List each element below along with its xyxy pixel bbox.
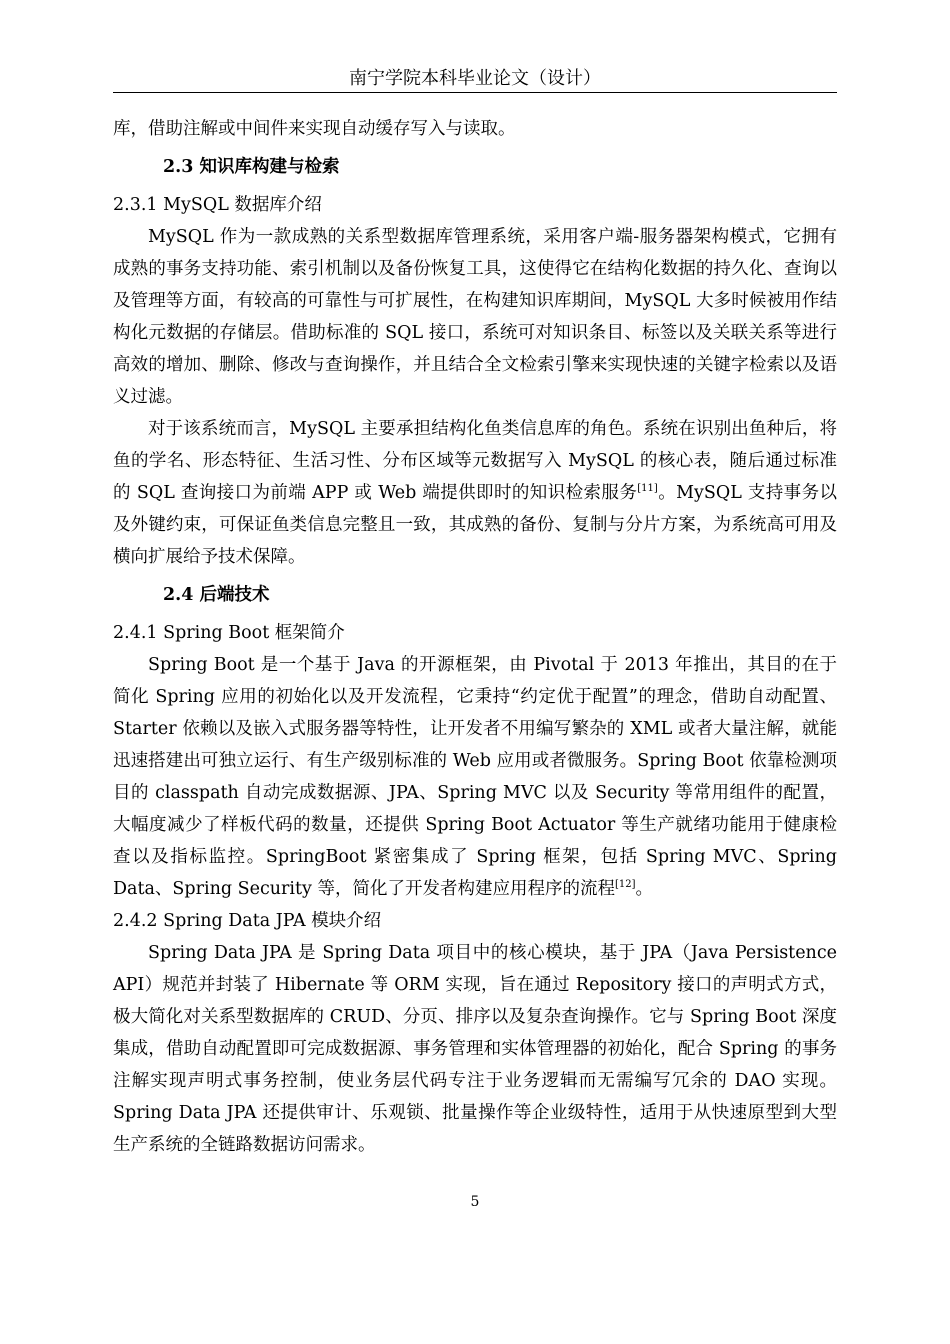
paragraph-text: 。 <box>635 879 654 899</box>
running-header: 南宁学院本科毕业论文（设计） <box>349 68 601 89</box>
section-heading-2-3: 2.3 知识库构建与检索 <box>163 157 340 177</box>
paragraph-mysql-role <box>113 413 837 573</box>
paragraph-spring-boot <box>113 649 837 905</box>
citation-12: [12] <box>614 879 636 890</box>
page-body <box>113 113 837 1161</box>
subsection-heading-2-3-1: 2.3.1 MySQL 数据库介绍 <box>113 195 322 215</box>
page-number: 5 <box>470 1194 480 1210</box>
paragraph-text: 。MySQL 支持事务以及外键约束，可保证鱼类信息完整且一致，其成熟的备份、复制与分片方案，为系统高可用及横向扩展给予技术保障。 <box>113 483 838 567</box>
paragraph-text: 对于该系统而言，MySQL 主要承担结构化鱼类信息库的角色。系统在识别出鱼种后，将鱼的学名、形态特征、生活习性、分布区域等元数据写入 MySQL 的核心表，随后通过标准的 SQL 查询接口为前端 APP 或 Web 端提供即时的知识检索服务 <box>113 419 837 503</box>
paragraph-text: Spring Boot 是一个基于 Java 的开源框架，由 Pivotal 于 2013 年推出，其目的在于简化 Spring 应用的初始化以及开发流程，它秉持“约定优于配置”的理念，借助自动配置、Starter 依赖以及嵌入式服务器等特性，让开发者不用编写繁杂的 XML 或者大量注解，就能迅速搭建出可独立运行、有生产级别标准的 Web 应用或者微服务。Spring Boot 依靠检测项目的 classpath 自动完成数据源、JPA、Spring MVC 以及 Security 等常用组件的配置，大幅度减少了样板代码的数量，还提供 Spring Boot Actuator 等生产就绪功能用于健康检查以及指标监控。SpringBoot 紧密集成了 Spring 框架，包括 Spring MVC、Spring Data、Spring Security 等，简化了开发者构建应用程序的流程 <box>113 655 837 899</box>
header-rule <box>113 92 837 93</box>
paragraph-continued: 库，借助注解或中间件来实现自动缓存写入与读取。 <box>113 119 516 139</box>
paragraph-mysql-intro: MySQL 作为一款成熟的关系型数据库管理系统，采用客户端-服务器架构模式，它拥有成熟的事务支持功能、索引机制以及备份恢复工具，这使得它在结构化数据的持久化、查询以及管理等方面，有较高的可靠性与可扩展性，在构建知识库期间，MySQL 大多时候被用作结构化元数据的存储层。借助标准的 SQL 接口，系统可对知识条目、标签以及关联关系等进行高效的增加、删除、修改与查询操作，并且结合全文检索引擎来实现快速的关键字检索以及语义过滤。 <box>113 227 837 407</box>
subsection-heading-2-4-2: 2.4.2 Spring Data JPA 模块介绍 <box>113 911 382 931</box>
citation-11: [11] <box>637 483 658 494</box>
section-heading-2-4: 2.4 后端技术 <box>163 585 270 605</box>
subsection-heading-2-4-1: 2.4.1 Spring Boot 框架简介 <box>113 623 345 643</box>
paragraph-spring-data-jpa: Spring Data JPA 是 Spring Data 项目中的核心模块，基于 JPA（Java Persistence API）规范并封装了 Hibernate 等 ORM 实现，旨在通过 Repository 接口的声明式方式，极大简化对关系型数据库的 CRUD、分页、排序以及复杂查询操作。它与 Spring Boot 深度集成，借助自动配置即可完成数据源、事务管理和实体管理器的初始化，配合 Spring 的事务注解实现声明式事务控制，使业务层代码专注于业务逻辑而无需编写冗余的 DAO 实现。Spring Data JPA 还提供审计、乐观锁、批量操作等企业级特性，适用于从快速原型到大型生产系统的全链路数据访问需求。 <box>113 943 837 1155</box>
